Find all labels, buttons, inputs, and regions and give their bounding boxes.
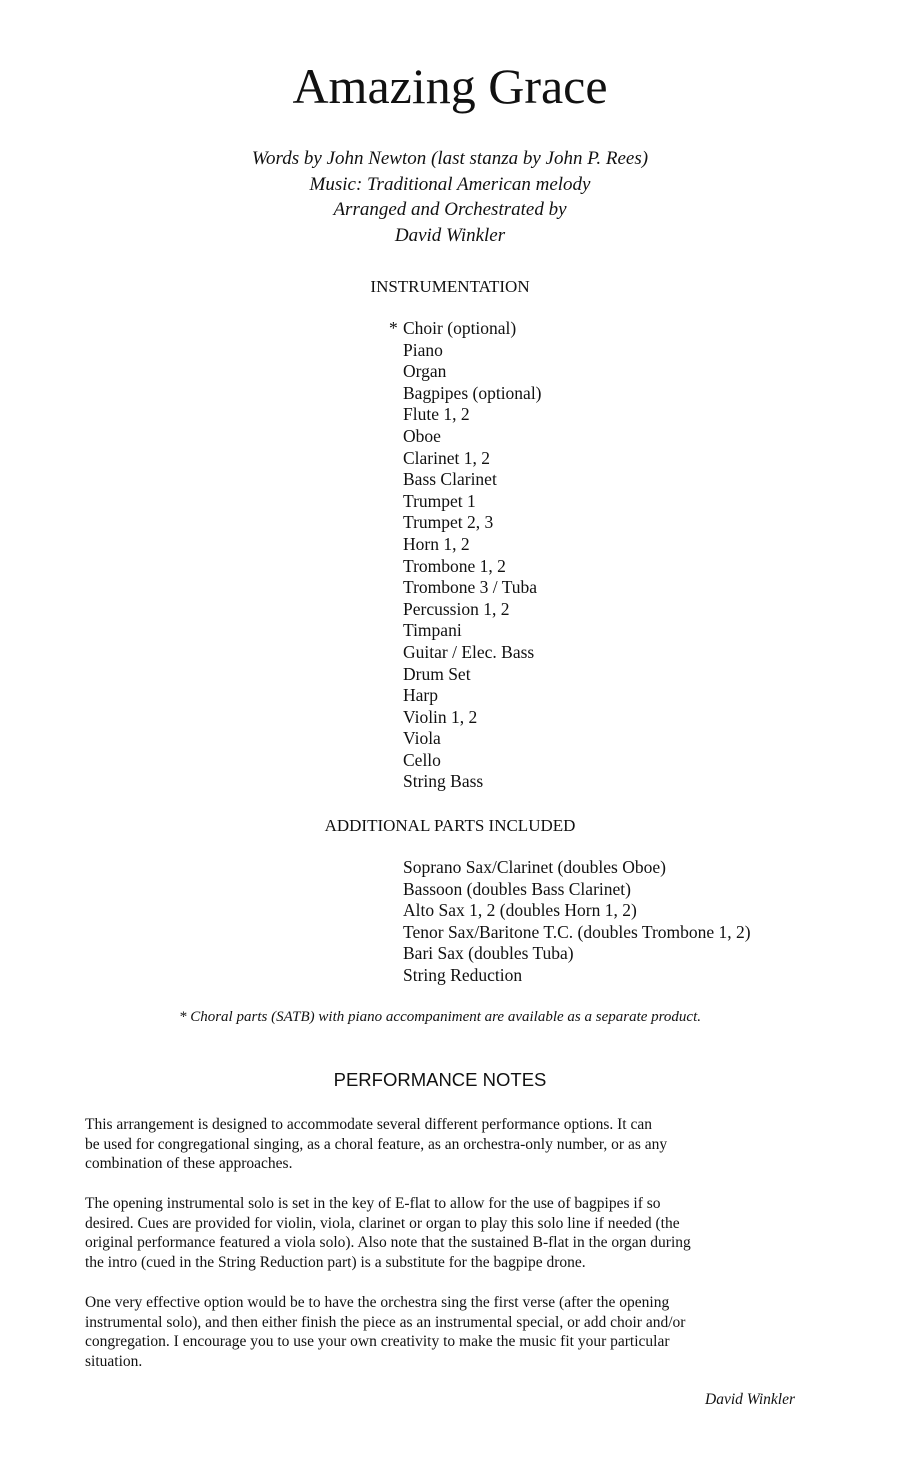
instrument-item: Bass Clarinet xyxy=(403,469,497,490)
music-credit: Music: Traditional American melody xyxy=(309,173,591,195)
paragraph-line: instrumental solo), and then either finish the piece as an instrumental special, or add choir and/or xyxy=(85,1313,686,1331)
notes-paragraph xyxy=(85,1194,785,1273)
instrument-item: Cello xyxy=(403,749,441,770)
signature: David Winkler xyxy=(705,1391,795,1408)
performance-notes-heading: PERFORMANCE NOTES xyxy=(333,1069,547,1090)
page-title: Amazing Grace xyxy=(292,58,608,114)
instrument-item: String Bass xyxy=(403,771,484,792)
instrument-item: Clarinet 1, 2 xyxy=(403,447,490,468)
choral-parts-note: * Choral parts (SATB) with piano accompaniment are available as a separate product. xyxy=(178,1009,702,1025)
instrument-item: Timpani xyxy=(403,620,462,641)
paragraph-line: One very effective option would be to have the orchestra sing the first verse (after the opening xyxy=(85,1294,670,1311)
instrument-item: Trumpet 1 xyxy=(403,490,476,511)
instrument-item: Trumpet 2, 3 xyxy=(403,512,494,533)
instrument-item: Violin 1, 2 xyxy=(403,706,478,727)
additional-part-item: Alto Sax 1, 2 (doubles Horn 1, 2) xyxy=(403,900,637,921)
instrument-item: Guitar / Elec. Bass xyxy=(403,641,535,662)
paragraph-line: desired. Cues are provided for violin, viola, clarinet or organ to play this solo line if needed (the xyxy=(85,1214,680,1232)
paragraph-line: original performance featured a viola solo). Also note that the sustained B-flat in the organ during xyxy=(85,1234,691,1252)
instrument-item: Organ xyxy=(403,361,447,382)
additional-part-item: String Reduction xyxy=(403,964,523,985)
credits-block xyxy=(0,146,900,248)
instrument-item: Drum Set xyxy=(403,663,471,684)
instrument-item: Trombone 1, 2 xyxy=(403,555,506,576)
additional-part-item: Bassoon (doubles Bass Clarinet) xyxy=(403,878,631,899)
paragraph-line: combination of these approaches. xyxy=(85,1155,293,1173)
instrumentation-heading: INSTRUMENTATION xyxy=(370,277,530,296)
paragraph-line: This arrangement is designed to accommodate several different performance options. It can xyxy=(85,1116,652,1133)
instrument-item: Piano xyxy=(403,339,443,360)
instrument-item: Flute 1, 2 xyxy=(403,404,470,425)
instrument-item: Percussion 1, 2 xyxy=(403,598,510,619)
asterisk-mark: * xyxy=(389,318,398,338)
paragraph-line: congregation. I encourage you to use your own creativity to make the music fit your particular xyxy=(85,1333,670,1351)
additional-parts-heading: ADDITIONAL PARTS INCLUDED xyxy=(324,816,576,835)
instrumentation-list xyxy=(389,318,542,793)
additional-part-item: Soprano Sax/Clarinet (doubles Oboe) xyxy=(403,857,666,877)
instrument-item: * Choir (optional) xyxy=(389,318,517,338)
notes-paragraph xyxy=(85,1115,785,1174)
instrument-item: Horn 1, 2 xyxy=(403,533,470,554)
instrument-item: Viola xyxy=(403,728,441,749)
paragraph-line: the intro (cued in the String Reduction part) is a substitute for the bagpipe drone. xyxy=(85,1254,586,1272)
additional-parts-list xyxy=(403,857,751,987)
paragraph-line: The opening instrumental solo is set in the key of E-flat to allow for the use of bagpipes if so xyxy=(85,1195,661,1212)
paragraph-line: be used for congregational singing, as a choral feature, as an orchestra-only number, or as any xyxy=(85,1135,668,1153)
arranger-name: David Winkler xyxy=(394,224,506,246)
paragraph-line: situation. xyxy=(85,1353,143,1371)
arranged-credit: Arranged and Orchestrated by xyxy=(333,199,567,220)
notes-paragraph xyxy=(85,1293,785,1372)
words-credit: Words by John Newton (last stanza by John P. Rees) xyxy=(251,148,649,169)
instrument-item: Harp xyxy=(403,685,438,706)
instrument-item: Trombone 3 / Tuba xyxy=(403,577,538,598)
additional-part-item: Bari Sax (doubles Tuba) xyxy=(403,943,574,964)
instrument-item: Bagpipes (optional) xyxy=(403,382,542,403)
additional-part-item: Tenor Sax/Baritone T.C. (doubles Trombone 1, 2) xyxy=(403,921,751,942)
instrument-item: Oboe xyxy=(403,425,441,446)
